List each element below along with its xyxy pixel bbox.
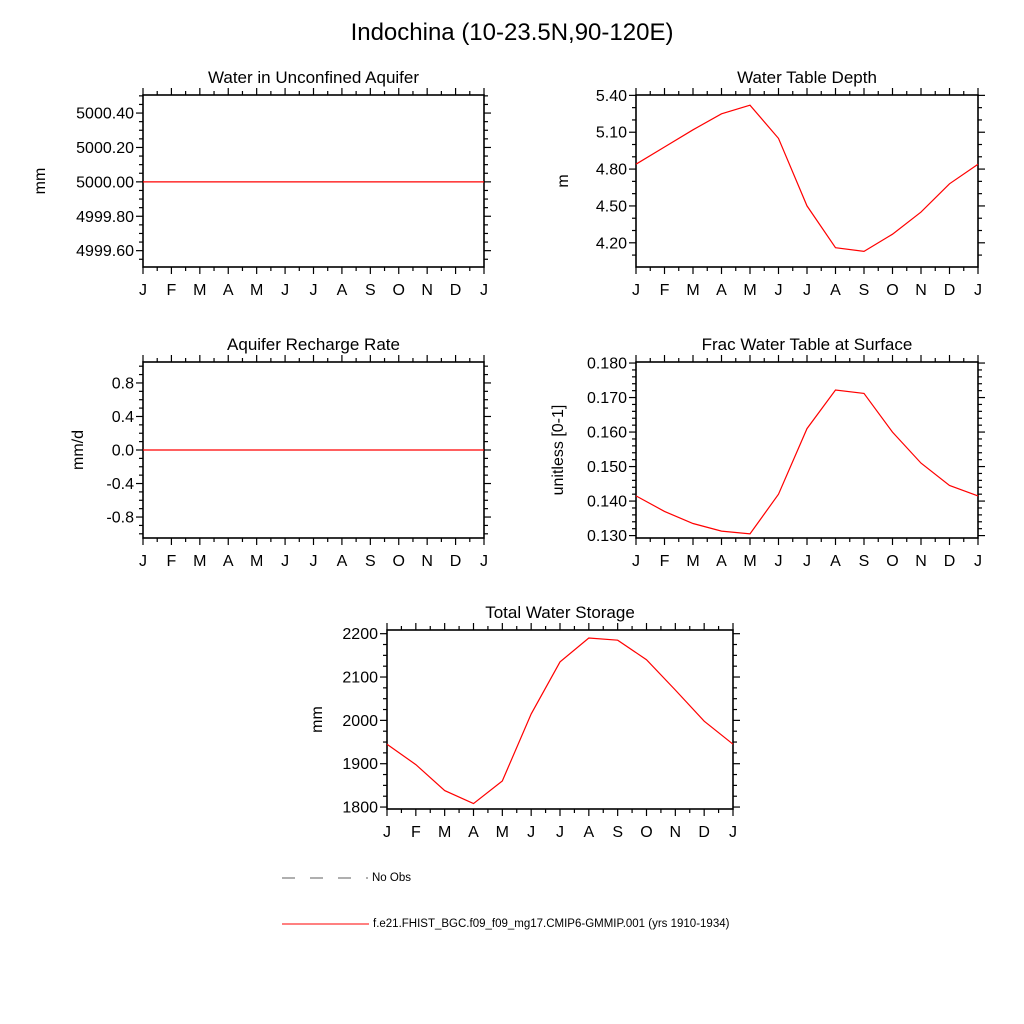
month-label: J (480, 553, 488, 570)
y-tick-label: 0.130 (586, 528, 627, 546)
y-axis-label: mm (309, 706, 326, 733)
y-tick-label: 1900 (342, 756, 378, 774)
month-label: A (222, 282, 234, 299)
y-tick-label: 2100 (342, 669, 378, 687)
month-label: O (640, 824, 653, 841)
plot-frame (143, 95, 484, 267)
month-label: F (659, 282, 670, 299)
plot-frame (636, 95, 978, 267)
month-label: N (669, 824, 682, 841)
y-tick-label: 0.150 (586, 459, 627, 477)
month-label: J (803, 553, 811, 570)
y-tick-label: 4.20 (595, 235, 627, 253)
month-label: S (612, 824, 624, 841)
series-line (636, 105, 978, 251)
month-label: S (858, 282, 870, 299)
month-label: D (449, 553, 462, 570)
y-tick-label: 4.50 (595, 198, 627, 216)
month-label: M (743, 553, 757, 570)
month-label: M (250, 553, 264, 570)
month-label: S (364, 553, 376, 570)
month-label: J (480, 282, 488, 299)
month-label: J (632, 553, 640, 570)
y-tick-label: 0.180 (586, 355, 627, 373)
month-label: A (830, 282, 841, 299)
month-label: M (743, 282, 757, 299)
month-label: D (943, 553, 956, 570)
y-tick-label: 0.4 (111, 408, 134, 426)
month-label: N (915, 553, 927, 570)
subplot-3 (70, 335, 491, 570)
y-tick-label: 4999.80 (76, 208, 134, 226)
month-label: M (686, 282, 700, 299)
month-label: O (392, 282, 405, 299)
month-label: A (336, 282, 348, 299)
month-label: D (698, 824, 710, 841)
subplot-title: Frac Water Table at Surface (701, 335, 913, 354)
subplot-5 (309, 603, 740, 841)
y-tick-label: 0.0 (111, 442, 134, 460)
month-label: F (166, 553, 177, 570)
series-line (636, 390, 978, 534)
month-label: J (632, 282, 640, 299)
subplot-2 (555, 68, 985, 299)
y-tick-label: 2200 (342, 626, 378, 644)
month-label: F (659, 553, 670, 570)
month-label: J (281, 282, 290, 299)
month-label: J (139, 282, 147, 299)
month-label: J (974, 553, 982, 570)
month-label: A (716, 282, 727, 299)
month-label: J (774, 282, 783, 299)
month-label: J (729, 824, 737, 841)
y-tick-label: 5000.20 (76, 139, 134, 157)
month-label: J (774, 553, 783, 570)
month-label: J (556, 824, 564, 841)
y-tick-label: 4999.60 (76, 243, 134, 261)
month-label: M (193, 553, 207, 570)
subplot-title: Water Table Depth (737, 68, 877, 87)
subplot-1 (32, 68, 491, 299)
y-tick-label: -0.8 (106, 509, 134, 527)
month-label: D (943, 282, 956, 299)
month-label: O (392, 553, 405, 570)
month-label: J (309, 553, 318, 570)
month-label: N (421, 553, 433, 570)
month-label: A (583, 824, 595, 841)
y-tick-label: 0.170 (586, 390, 627, 408)
month-label: N (915, 282, 927, 299)
month-label: A (222, 553, 234, 570)
series-line-swatch (282, 918, 369, 930)
month-label: J (139, 553, 147, 570)
month-label: A (468, 824, 479, 841)
month-label: J (309, 282, 318, 299)
month-label: J (974, 282, 982, 299)
month-label: J (803, 282, 811, 299)
subplot-title: Water in Unconfined Aquifer (207, 68, 420, 87)
month-label: D (449, 282, 462, 299)
month-label: M (250, 282, 264, 299)
y-tick-label: 0.140 (586, 493, 627, 511)
plot-frame (636, 362, 978, 538)
y-tick-label: 5.40 (595, 87, 627, 105)
month-label: M (438, 824, 452, 841)
y-tick-label: 5000.00 (76, 174, 134, 192)
y-tick-label: 4.80 (595, 161, 627, 179)
month-label: A (336, 553, 348, 570)
y-axis-label: unitless [0-1] (550, 404, 567, 496)
legend-row-no-obs (282, 872, 411, 884)
month-label: M (686, 553, 700, 570)
y-axis-label: m (555, 174, 572, 188)
month-label: J (383, 824, 391, 841)
plot-frame (387, 630, 733, 809)
month-label: M (495, 824, 509, 841)
month-label: F (166, 282, 177, 299)
series-line (387, 638, 733, 804)
y-tick-label: 0.160 (586, 424, 627, 442)
month-label: O (886, 282, 899, 299)
subplot-4 (550, 335, 985, 570)
y-tick-label: 0.8 (111, 375, 134, 393)
y-axis-label: mm/d (70, 430, 87, 470)
series-label: f.e21.FHIST_BGC.f09_f09_mg17.CMIP6-GMMIP.001 (yrs 1910-1934) (373, 918, 730, 930)
no-obs-line-swatch (282, 872, 368, 884)
month-label: S (858, 553, 870, 570)
legend-row-series (282, 918, 729, 930)
month-label: J (527, 824, 536, 841)
y-axis-label: mm (32, 167, 49, 195)
y-tick-label: 1800 (342, 799, 378, 817)
month-label: N (421, 282, 433, 299)
month-label: S (364, 282, 376, 299)
month-label: A (716, 553, 727, 570)
subplot-title: Aquifer Recharge Rate (227, 335, 400, 354)
subplot-title: Total Water Storage (485, 603, 635, 622)
month-label: J (281, 553, 290, 570)
figure-title: Indochina (10-23.5N,90-120E) (350, 19, 674, 46)
y-tick-label: 5.10 (595, 124, 627, 142)
month-label: O (886, 553, 899, 570)
no-obs-label: No Obs (372, 872, 411, 884)
month-label: A (830, 553, 841, 570)
y-tick-label: 5000.40 (76, 105, 134, 123)
y-tick-label: 2000 (342, 712, 378, 730)
month-label: M (193, 282, 207, 299)
month-label: F (410, 824, 421, 841)
y-tick-label: -0.4 (106, 476, 134, 494)
